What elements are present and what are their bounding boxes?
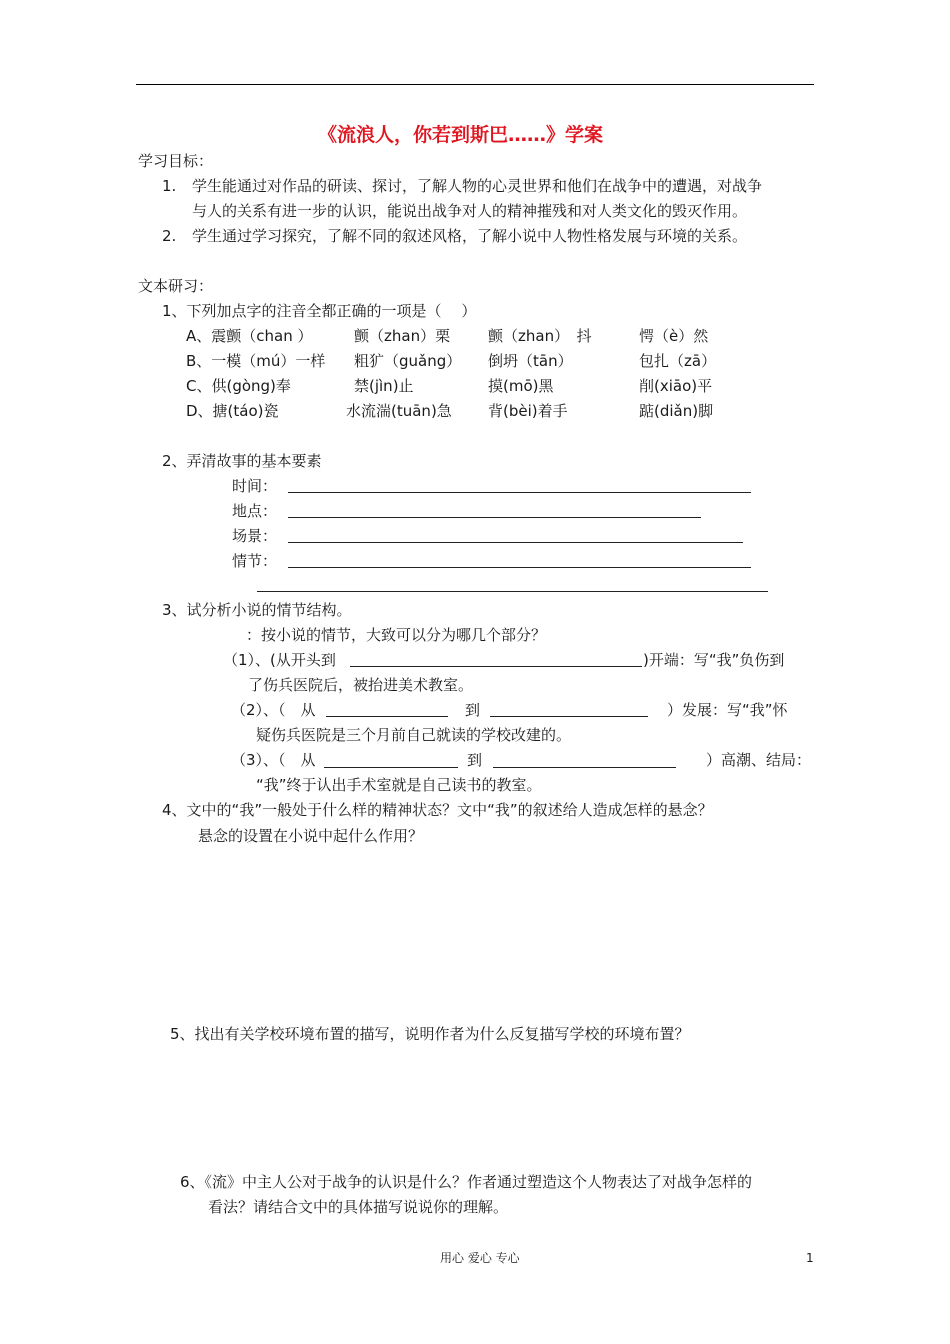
q1-option-b-3: 倒坍（tān） [488,352,573,370]
q3-part1-suffix: )开端：写“我”负伤到 [643,651,785,669]
q1-option-b-2: 粗犷（guǎng） [354,352,462,370]
q2-field-scene-blank[interactable] [288,542,743,543]
q6-line1: 6、《流》中主人公对于战争的认识是什么？作者通过塑造这个人物表达了对战争怎样的 [180,1173,753,1191]
q2-field-place-label: 地点： [232,502,278,520]
q3-part1-blank[interactable] [350,666,642,667]
q4-line1: 4、文中的“我”一般处于什么样的精神状态？文中“我”的叙述给人造成怎样的悬念？ [162,801,713,819]
page-title: 《流浪人，你若到斯巴……》学案 [318,124,604,146]
q1-option-a-1: A、震颤（chan ） [186,327,313,345]
q1-option-a-2: 颤（zhan）栗 [354,327,451,345]
q1-option-c-2: 禁(jìn)止 [354,377,414,395]
q1-option-d-4: 踮(diǎn)脚 [639,402,714,420]
q2-stem: 2、弄清故事的基本要素 [162,452,322,470]
objective-2-line1: 学生通过学习探究，了解不同的叙述风格，了解小说中人物性格发展与环境的关系。 [192,227,748,245]
q3-part2-prefix: （2）、（ 从 [231,701,316,719]
q3-part2-to: 到 [465,701,481,719]
q3-part1-desc: 了伤兵医院后，被抬进美术教室。 [248,676,474,694]
q3-part3-to: 到 [467,751,483,769]
q3-part2-blank-from[interactable] [326,716,448,717]
q1-option-a-4: 愕（è）然 [639,327,709,345]
q3-part2-suffix: ）发展：写“我”怀 [667,701,788,719]
q3-part3-blank-from[interactable] [324,767,458,768]
q3-part3-desc: “我”终于认出手术室就是自己读书的教室。 [256,776,542,794]
q2-field-plot-blank[interactable] [288,567,751,568]
q1-option-a-3: 颤（zhan） 抖 [488,327,592,345]
q1-option-d-1: D、搪(táo)瓷 [186,402,279,420]
q1-option-b-4: 包扎（zā） [639,352,717,370]
q3-sub: ：按小说的情节，大致可以分为哪几个部分？ [246,626,547,644]
q3-part3-suffix: ）高潮、结局： [706,751,812,769]
q2-field-plot-label: 情节： [232,552,278,570]
q6-line2: 看法？请结合文中的具体描写说说你的理解。 [208,1198,509,1216]
q2-field-scene-label: 场景： [232,527,278,545]
q1-option-b-1: B、一模（mú）一样 [186,352,326,370]
q3-part3-blank-to[interactable] [493,767,676,768]
header-rule [136,84,814,85]
study-heading: 文本研习： [138,277,214,295]
objective-2-num: 2. [162,227,177,245]
objectives-heading: 学习目标： [138,152,214,170]
q2-field-time-blank[interactable] [288,492,751,493]
q3-stem: 3、试分析小说的情节结构。 [162,601,352,619]
q1-option-d-3: 背(bèi)着手 [488,402,568,420]
q1-stem: 1、下列加点字的注音全都正确的一项是（ ） [162,302,477,320]
q1-option-c-3: 摸(mō)黑 [488,377,554,395]
q1-option-d-2: 水流湍(tuān)急 [346,402,452,420]
objective-1-line2: 与人的关系有进一步的认识，能说出战争对人的精神摧残和对人类文化的毁灭作用。 [192,202,748,220]
q4-line2: 悬念的设置在小说中起什么作用？ [198,827,424,845]
q2-field-place-blank[interactable] [288,517,701,518]
q3-part1-prefix: （1）、(从开头到 [223,651,336,669]
footer-motto: 用心 爱心 专心 [440,1251,520,1265]
q3-part2-desc: 疑伤兵医院是三个月前自己就读的学校改建的。 [256,726,572,744]
page-number: 1 [806,1251,814,1265]
q1-option-c-1: C、供(gòng)奉 [186,377,291,395]
q1-option-c-4: 削(xiāo)平 [639,377,713,395]
q3-part3-prefix: （3）、（ 从 [231,751,316,769]
q2-field-plot-blank-2[interactable] [257,591,768,592]
objective-1-line1: 学生能通过对作品的研读、探讨，了解人物的心灵世界和他们在战争中的遭遇，对战争 [192,177,763,195]
q5-text: 5、找出有关学校环境布置的描写，说明作者为什么反复描写学校的环境布置？ [170,1025,690,1043]
q2-field-time-label: 时间： [232,477,278,495]
q3-part2-blank-to[interactable] [490,716,648,717]
objective-1-num: 1. [162,177,177,195]
